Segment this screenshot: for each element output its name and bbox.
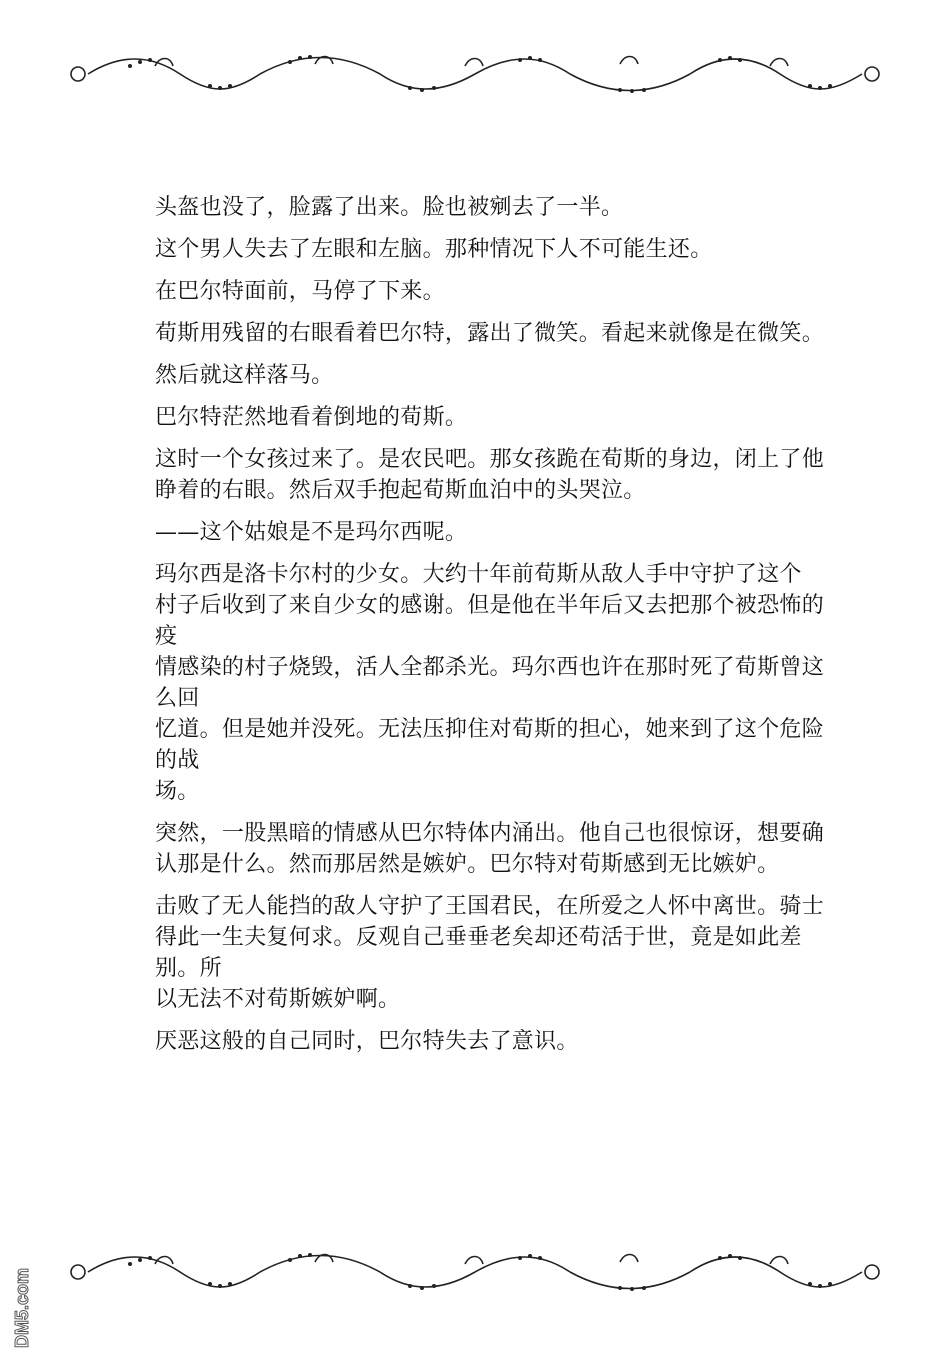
paragraph-3: 在巴尔特面前，马停了下来。 <box>155 279 445 304</box>
bottom-ornament-border <box>60 1242 890 1302</box>
paragraph-2: 这个男人失去了左眼和左脑。那种情况下人不可能生还。 <box>155 237 713 262</box>
chapter-text <box>155 192 845 1068</box>
paragraph-6: 巴尔特茫然地看着倒地的荀斯。 <box>155 405 468 430</box>
paragraph-11: 击败了无人能挡的敌人守护了王国君民，在所爱之人怀中离世。骑士 得此一生夫复何求。反观自己垂垂老矣却还苟活于世，竟是如此差别。所 以无法不对荀斯嫉妒啊。 <box>155 894 825 1012</box>
paragraph-4: 荀斯用残留的右眼看着巴尔特，露出了微笑。看起来就像是在微笑。 <box>155 321 825 346</box>
paragraph-12: 厌恶这般的自己同时，巴尔特失去了意识。 <box>155 1029 579 1054</box>
watermark-text: DM5.com <box>12 1267 32 1348</box>
top-ornament-border <box>60 44 890 104</box>
paragraph-9: 玛尔西是洛卡尔村的少女。大约十年前荀斯从敌人手中守护了这个 村子后收到了来自少女的感谢。但是他在半年后又去把那个被恐怖的疫 情感染的村子烧毁，活人全都杀光。玛尔西也许在那时死了荀斯曾这么回 忆道。但是她并没死。无法压抑住对荀斯的担心，她来到了这个危险的战 场。 <box>155 562 825 804</box>
paragraph-1: 头盔也没了，脸露了出来。脸也被剜去了一半。 <box>155 195 624 220</box>
paragraph-7: 这时一个女孩过来了。是农民吧。那女孩跪在荀斯的身边，闭上了他 睁着的右眼。然后双手抱起荀斯血泊中的头哭泣。 <box>155 447 825 503</box>
paragraph-8: ——这个姑娘是不是玛尔西呢。 <box>155 520 468 545</box>
paragraph-5: 然后就这样落马。 <box>155 363 334 388</box>
paragraph-10: 突然，一股黑暗的情感从巴尔特体内涌出。他自己也很惊讶，想要确 认那是什么。然而那居然是嫉妒。巴尔特对荀斯感到无比嫉妒。 <box>155 821 825 877</box>
dm5-watermark-logo <box>6 1250 38 1350</box>
